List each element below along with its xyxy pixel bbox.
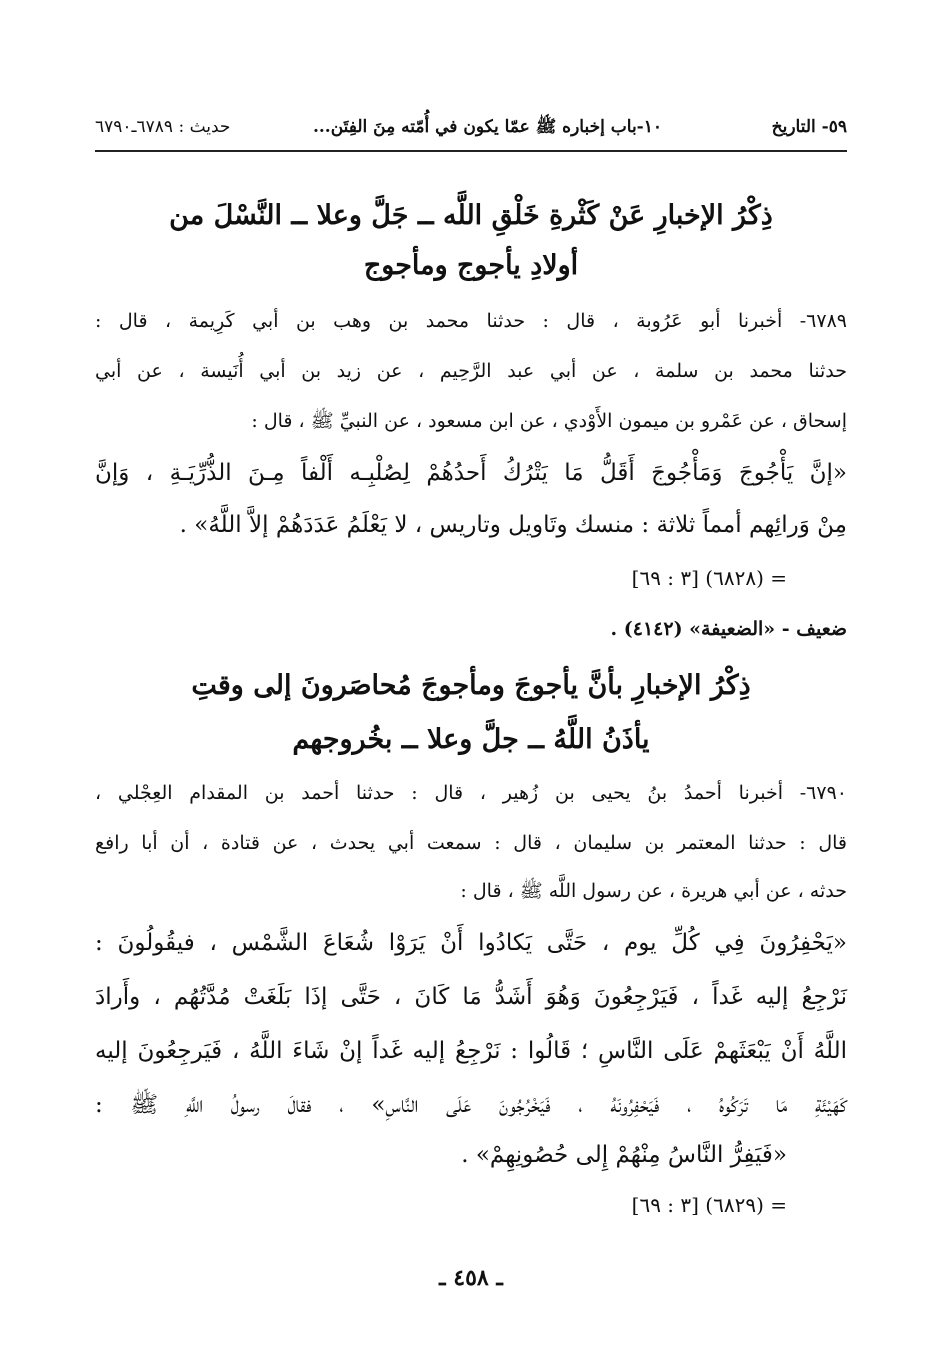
book-title: ٥٩- التاريخ <box>771 117 847 137</box>
reference: = (٦٨٢٩) [٣ : ٦٩] <box>631 1193 787 1217</box>
matn-line: مِنْ وَرائِهم أمماً ثلاثة : منسك وتَاويل وتاريس ، لا يَعْلَمُ عَدَدَهُمْ إلاَّ اللَّهُ» . <box>179 512 847 538</box>
page <box>95 0 847 1371</box>
section-heading-line: ذِكْرُ الإخبارِ بأنَّ يأجوجَ ومأجوجَ مُحاصَرونَ إلى وقتِ <box>191 670 751 701</box>
matn-line: كَهَيْئَةِ مَا تَرَكُوهُ ، فَيَحْفِرُونَهُ ، فَيَخْرُجُونَ عَلَى النَّاسِ» ، فقالَ رسولُ اللَّهِ ﷺ : <box>95 1092 847 1118</box>
isnad-line: قال : حدثنا المعتمر بن سليمان ، قال : سمعت أبي يحدث ، عن قتادة ، أن أبا رافع <box>95 832 847 854</box>
isnad-line: ٦٧٨٩- أخبرنا أبو عَرُوبة ، قال : حدثنا محمد بن وهب بن أبي كَرِيمة ، قال : <box>95 310 847 332</box>
section-heading-line: أولادِ يأجوج ومأجوج <box>363 250 579 281</box>
isnad-line: إسحاق ، عن عَمْرو بن ميمون الأَوْدي ، عن ابن مسعود ، عن النبيِّ ﷺ ، قال : <box>251 410 847 432</box>
chapter-title: ١٠-باب إخباره ﷺ عمّا يكون في أُمّته مِنَ الفِتَن... <box>312 117 662 137</box>
grading: ضعيف - «الضعيفة» (٤١٤٢) . <box>610 618 847 640</box>
section-heading-line: يأذَنُ اللَّهُ ــ جلَّ وعلا ــ بخُروجهم <box>292 724 650 755</box>
header-rule <box>95 150 847 152</box>
matn-line: «فَيَفِرُّ النَّاسُ مِنْهُمْ إِلى حُصُونِهِمْ» . <box>461 1142 787 1168</box>
matn-line: اللَّهُ أَنْ يَبْعَثَهمْ عَلَى النَّاسِ ؛ قَالُوا : نَرْجِعُ إليه غَداً إنْ شَاءَ اللَّهُ ، فَيَرجِعُونَ إليه <box>95 1038 847 1064</box>
section-heading-line: ذِكْرُ الإخبارِ عَنْ كَثْرةِ خَلْقِ اللَّه ــ جَلَّ وعلا ــ النَّسْلَ من <box>169 200 773 231</box>
matn-line: «يَحْفِرُونَ فِي كُلِّ يوم ، حَتَّى يَكادُوا أَنْ يَرَوْا شُعَاعَ الشَّمْس ، فيقُولُونَ : <box>95 930 847 956</box>
reference: = (٦٨٢٨) [٣ : ٦٩] <box>631 566 787 590</box>
matn-line: «إنَّ يَأْجُوجَ وَمَأْجُوجَ أَقَلُّ مَا يَتْرُكُ أَحدُهُمْ لِصُلْبِـه أَلْفاً مِـنَ الذُّرِّيَـةِ ، وَإنَّ <box>95 460 847 486</box>
page-number: ـ ٤٥٨ ـ <box>439 1265 503 1291</box>
hadith-range: حديث : ٦٧٨٩ـ٦٧٩٠ <box>95 117 231 137</box>
isnad-line: حدثه ، عن أبي هريرة ، عن رسول اللَّه ﷺ ، قال : <box>460 880 847 902</box>
running-head <box>95 112 847 142</box>
matn-line: نَرْجِعُ إليه غَداً ، فَيَرْجِعُونَ وَهُوَ أَشَدُّ مَا كَانَ ، حَتَّى إذَا بَلَغَتْ مُدَّتُهُم ، وأَرادَ <box>95 984 847 1010</box>
isnad-line: حدثنا محمد بن سلمة ، عن أبي عبد الرَّحِيم ، عن زيد بن أبي أُنَيسة ، عن أبي <box>95 360 847 382</box>
isnad-line: ٦٧٩٠- أخبرنا أحمدُ بنُ يحيى بن زُهير ، قال : حدثنا أحمد بن المقدام العِجْلي ، <box>95 782 847 804</box>
